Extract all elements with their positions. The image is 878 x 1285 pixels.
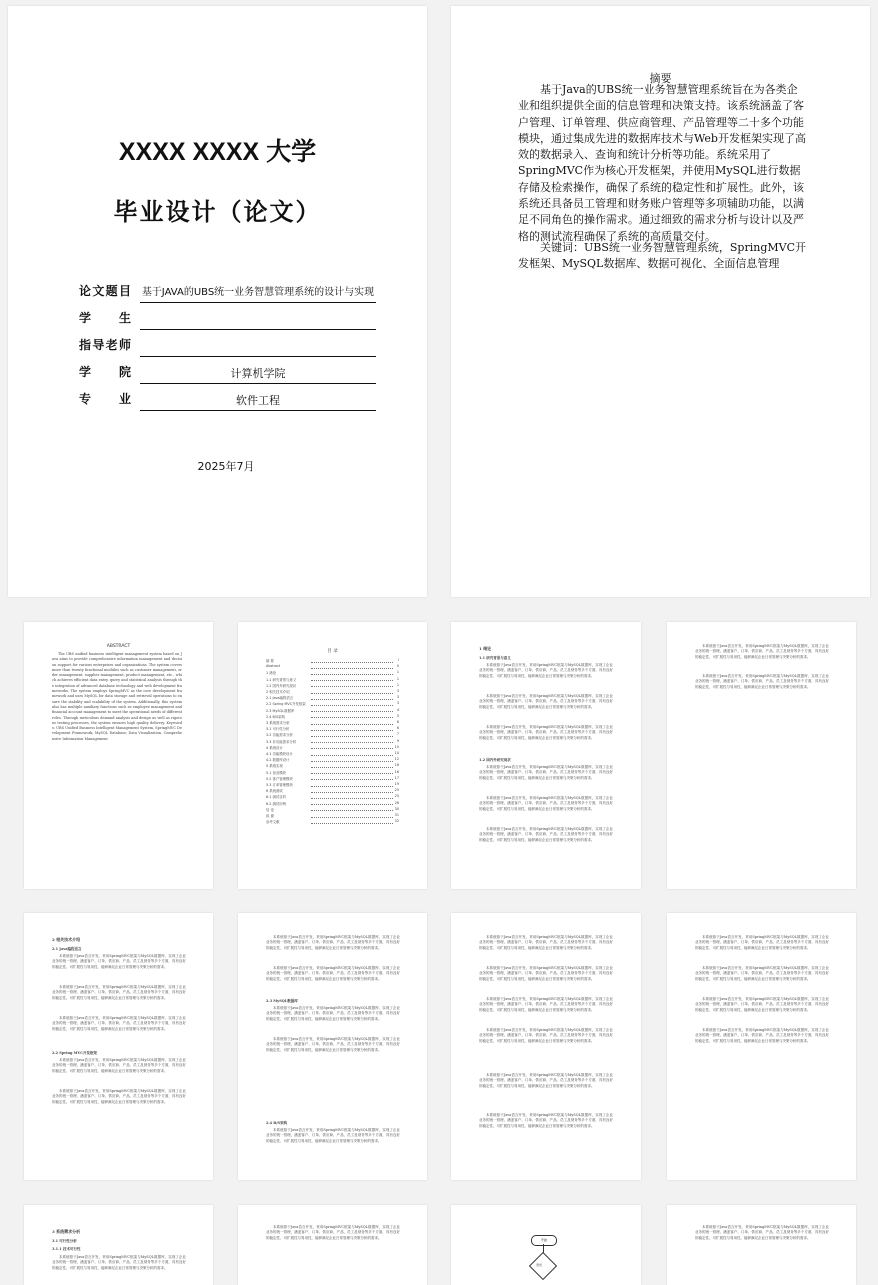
abstract-heading: 摘要: [649, 72, 672, 85]
thumb-ch2cont-body5: 本系统基于Java语言开发，采用SpringMVC框架与MySQL数据库，实现了企业业务的统一管理，涵盖客户、订单、供应商、产品、员工及财务等多个方面，具有良好的稳定性、可扩展性与易用性，能够满足企业日常管理与决策分析的需求。: [266, 1128, 400, 1143]
thumb-ch2-body3: 本系统基于Java语言开发，采用SpringMVC框架与MySQL数据库，实现了企业业务的统一管理，涵盖客户、订单、供应商、产品、员工及财务等多个方面，具有良好的稳定性、可扩展性与易用性，能够满足企业日常管理与决策分析的需求。: [52, 1016, 186, 1031]
thumb-ch2-body5: 本系统基于Java语言开发，采用SpringMVC框架与MySQL数据库，实现了企业业务的统一管理，涵盖客户、订单、供应商、产品、员工及财务等多个方面，具有良好的稳定性、可扩展性与易用性，能够满足企业日常管理与决策分析的需求。: [52, 1089, 186, 1104]
page-thumb-ch3[interactable]: [24, 1205, 213, 1285]
thumb-ch1cont-body2: 本系统基于Java语言开发，采用SpringMVC框架与MySQL数据库，实现了企业业务的统一管理，涵盖客户、订单、供应商、产品、员工及财务等多个方面，具有良好的稳定性、可扩展性与易用性，能够满足企业日常管理与决策分析的需求。: [695, 674, 829, 689]
toc-row-page: 3: [396, 695, 399, 700]
cover-row-advisor: [76, 332, 376, 359]
page-thumb-ch2-cont2[interactable]: [451, 913, 641, 1180]
toc-row-page: 16: [394, 763, 399, 768]
toc-row-label: 3 系统需求分析: [266, 721, 290, 725]
toc-row[interactable]: [266, 739, 399, 745]
cover-label-advisor: 指导老师: [79, 338, 131, 352]
toc-row-leader: [311, 817, 393, 818]
thumb-ch1-body2: 本系统基于Java语言开发，采用SpringMVC框架与MySQL数据库，实现了企业业务的统一管理，涵盖客户、订单、供应商、产品、员工及财务等多个方面，具有良好的稳定性、可扩展性与易用性，能够满足企业日常管理与决策分析的需求。: [479, 694, 613, 709]
toc-row-leader: [311, 724, 393, 725]
toc-row-leader: [311, 761, 393, 762]
toc-row-page: I: [398, 658, 399, 662]
thumb-ch2-body4: 本系统基于Java语言开发，采用SpringMVC框架与MySQL数据库，实现了企业业务的统一管理，涵盖客户、订单、供应商、产品、员工及财务等多个方面，具有良好的稳定性、可扩展性与易用性，能够满足企业日常管理与决策分析的需求。: [52, 1058, 186, 1073]
cover-value-college: 计算机学院: [140, 359, 376, 384]
toc-row[interactable]: [266, 708, 399, 714]
thumb-ch2cont2-body1: 本系统基于Java语言开发，采用SpringMVC框架与MySQL数据库，实现了企业业务的统一管理，涵盖客户、订单、供应商、产品、员工及财务等多个方面，具有良好的稳定性、可扩展性与易用性，能够满足企业日常管理与决策分析的需求。: [479, 935, 613, 950]
toc-row-label: 5 系统实现: [266, 764, 283, 769]
toc-row-leader: [311, 823, 393, 824]
flow-login-label: 登录: [536, 1263, 543, 1267]
toc-row-page: 25: [394, 794, 399, 799]
toc-row-page: 3: [396, 701, 399, 706]
toc-row-page: 4: [396, 707, 399, 712]
toc-row-page: 32: [394, 819, 399, 824]
cover-row-student: [76, 305, 376, 332]
toc-row-leader: [311, 792, 393, 793]
toc-row-page: 1: [396, 670, 399, 675]
thumb-ch1cont-body1: 本系统基于Java语言开发，采用SpringMVC框架与MySQL数据库，实现了企业业务的统一管理，涵盖客户、订单、供应商、产品、员工及财务等多个方面，具有良好的稳定性、可扩展性与易用性，能够满足企业日常管理与决策分析的需求。: [695, 644, 829, 659]
toc-row-label: 2 相关技术介绍: [266, 690, 290, 694]
toc-row-page: 10: [394, 744, 399, 749]
cover-label-student: 学生: [79, 311, 131, 325]
toc-row-label: 5.1 登录模块: [266, 770, 287, 775]
toc-row-leader: [311, 699, 393, 700]
toc-row-leader: [311, 674, 393, 675]
cover-value-advisor: [140, 332, 376, 357]
toc-row-label: 3.3 非功能需求分析: [266, 739, 297, 744]
thumb-ch1-sub2: 1.2 国内外研究现状: [479, 758, 511, 762]
thumb-ch2-sub4: 2.4 B/S架构: [266, 1121, 288, 1125]
thumb-ch2-body1: 本系统基于Java语言开发，采用SpringMVC框架与MySQL数据库，实现了企业业务的统一管理，涵盖客户、订单、供应商、产品、员工及财务等多个方面，具有良好的稳定性、可扩展性与易用性，能够满足企业日常管理与决策分析的需求。: [52, 954, 186, 969]
toc-row-label: 3.2 功能需求分析: [266, 733, 293, 738]
abstract-keywords: 关键词：UBS统一业务智慧管理系统，SpringMVC开发框架、MySQL数据库、数据可视化、全面信息管理: [518, 241, 806, 271]
toc-row-leader: [311, 705, 393, 706]
cover-row-topic: [76, 278, 376, 305]
toc-row-page: 31: [394, 813, 399, 817]
thumb-ch2cont3-body1: 本系统基于Java语言开发，采用SpringMVC框架与MySQL数据库，实现了企业业务的统一管理，涵盖客户、订单、供应商、产品、员工及财务等多个方面，具有良好的稳定性、可扩展性与易用性，能够满足企业日常管理与决策分析的需求。: [695, 935, 829, 950]
cover-row-college: [76, 359, 376, 386]
thumb-ch1-sub1: 1.1 研究背景与意义: [479, 656, 511, 660]
thumb-ch2-sub2: 2.2 Spring MVC开发框架: [52, 1051, 98, 1055]
toc-row-page: 30: [394, 806, 399, 811]
toc-row-label: 4.2 数据库设计: [266, 758, 290, 763]
toc-row[interactable]: [266, 658, 399, 664]
thumb-ch1-body3: 本系统基于Java语言开发，采用SpringMVC框架与MySQL数据库，实现了企业业务的统一管理，涵盖客户、订单、供应商、产品、员工及财务等多个方面，具有良好的稳定性、可扩展性与易用性，能够满足企业日常管理与决策分析的需求。: [479, 725, 613, 740]
toc-row-leader: [311, 804, 393, 805]
thumb-abstract-en-body: The UBS unified business intelligent management system based on Java aims to provide comprehensive information management and decision support for various enterprises and organizations. The system covers more than twenty functional modules such as customer management, order management, supplier management, product management, etc., which achieves efficient data entry, query and statistical analysis through the integration of advanced database technology and web development frameworks. The system employs SpringMVC as the core development framework and uses MySQL for data storage and retrieval operations to ensure the stability and scalability of the system. Additionally, this system also has multiple auxiliary functions such as employee management and financial account management to meet the operational needs of different roles. Through meticulous demand analysis and design as well as rigorous testing processes, the system ensures high quality delivery. Keywords: UBS Unified Business Intelligent Management System, SpringMVC Development Framework, MySQL Database, Data Visualization, Comprehensive Information Management: [52, 652, 182, 741]
toc-row-page: 17: [394, 775, 399, 780]
toc-row-page: 25: [394, 788, 399, 793]
abstract-body: 基于Java的UBS统一业务智慧管理系统旨在为各类企业和组织提供全面的信息管理和决策支持。该系统涵盖了客户管理、订单管理、供应商管理、产品管理等二十多个功能模块，通过集成先进的数据库技术与Web开发框架实现了高效的数据录入、查询和统计分析等功能。系统采用了SpringMVC作为核心开发框架，并使用MySQL进行数据存储及检索操作，确保了系统的稳定性和扩展性。此外，该系统还具备员工管理和财务账户管理等多项辅助功能，以满足不同角色的操作需求。通过细致的需求分析与设计以及严格的测试流程确保了系统的高质量交付。: [518, 83, 806, 243]
toc-row-label: 4.1 功能模块设计: [266, 752, 293, 756]
toc-row[interactable]: [266, 794, 399, 800]
toc-row-page: 6: [396, 726, 399, 731]
cover-value-major: 软件工程: [140, 386, 376, 411]
thumb-ch2-sub1: 2.1 Java编程语言: [52, 947, 82, 951]
toc-row-leader: [311, 711, 393, 712]
toc-row[interactable]: [266, 683, 399, 689]
toc-row-leader: [311, 686, 393, 687]
toc-row-page: 26: [394, 800, 399, 805]
cover-value-topic: 基于JAVA的UBS统一业务智慧管理系统的设计与实现: [140, 278, 376, 303]
toc-row-label: 摘 要: [266, 659, 274, 663]
toc-row-label: 1.2 国内外研究现状: [266, 683, 297, 688]
toc-row-page: 7: [396, 732, 399, 737]
toc-row[interactable]: [266, 813, 399, 819]
toc-row-page: 6: [396, 720, 399, 724]
page-thumb-ch1-cont[interactable]: [667, 622, 856, 889]
toc-row[interactable]: [266, 782, 399, 788]
toc-row-label: 5.3 订单管理模块: [266, 783, 293, 787]
toc-row-label: 致 谢: [266, 814, 274, 818]
toc-row-leader: [311, 786, 393, 787]
toc-row-leader: [311, 662, 393, 663]
page-thumb-toc[interactable]: [238, 622, 427, 889]
toc-row[interactable]: [266, 732, 399, 738]
toc-row[interactable]: [266, 720, 399, 726]
thumb-ch2cont2-body2: 本系统基于Java语言开发，采用SpringMVC框架与MySQL数据库，实现了企业业务的统一管理，涵盖客户、订单、供应商、产品、员工及财务等多个方面，具有良好的稳定性、可扩展性与易用性，能够满足企业日常管理与决策分析的需求。: [479, 966, 613, 981]
thumb-ch3-sub1-1: 3.1.1 技术可行性: [52, 1247, 81, 1251]
toc-row[interactable]: [266, 776, 399, 782]
flow-login-node: [529, 1252, 557, 1280]
toc-row[interactable]: [266, 695, 399, 701]
toc-row-page: 3: [396, 689, 399, 693]
toc-row-leader: [311, 693, 393, 694]
toc-row-leader: [311, 742, 393, 743]
toc-row-label: 2.4 B/S架构: [266, 714, 285, 719]
page-thumb-ch1[interactable]: [451, 622, 641, 889]
toc-row-page: 19: [394, 782, 399, 786]
thumb-ch2cont-body4: 本系统基于Java语言开发，采用SpringMVC框架与MySQL数据库，实现了企业业务的统一管理，涵盖客户、订单、供应商、产品、员工及财务等多个方面，具有良好的稳定性、可扩展性与易用性，能够满足企业日常管理与决策分析的需求。: [266, 1037, 400, 1052]
thumb-ch2cont2-body6: 本系统基于Java语言开发，采用SpringMVC框架与MySQL数据库，实现了企业业务的统一管理，涵盖客户、订单、供应商、产品、员工及财务等多个方面，具有良好的稳定性、可扩展性与易用性，能够满足企业日常管理与决策分析的需求。: [479, 1113, 613, 1128]
toc-row[interactable]: [266, 677, 399, 683]
toc-row[interactable]: [266, 819, 399, 825]
toc-row-page: II: [397, 664, 399, 669]
thumb-ch1-heading: 1 绪论: [479, 646, 492, 651]
toc-row[interactable]: [266, 701, 399, 707]
toc-row-leader: [311, 736, 393, 737]
thumb-abstract-en-heading: ABSTRACT: [106, 644, 131, 649]
toc-row-label: 2.1 Java编程语言: [266, 696, 294, 701]
toc-row-page: 1: [396, 676, 399, 681]
cover-date: 2025年7月: [197, 460, 255, 473]
toc-row[interactable]: [266, 670, 399, 676]
thumb-ch2cont3-body3: 本系统基于Java语言开发，采用SpringMVC框架与MySQL数据库，实现了企业业务的统一管理，涵盖客户、订单、供应商、产品、员工及财务等多个方面，具有良好的稳定性、可扩展性与易用性，能够满足企业日常管理与决策分析的需求。: [695, 997, 829, 1012]
cover-title: 毕业设计（论文）: [113, 198, 322, 226]
toc-row[interactable]: [266, 801, 399, 807]
thumb-ch2-body2: 本系统基于Java语言开发，采用SpringMVC框架与MySQL数据库，实现了企业业务的统一管理，涵盖客户、订单、供应商、产品、员工及财务等多个方面，具有良好的稳定性、可扩展性与易用性，能够满足企业日常管理与决策分析的需求。: [52, 985, 186, 1000]
thumb-ch3-heading: 3 系统需求分析: [52, 1229, 81, 1234]
thumb-ch1-body1: 本系统基于Java语言开发，采用SpringMVC框架与MySQL数据库，实现了企业业务的统一管理，涵盖客户、订单、供应商、产品、员工及财务等多个方面，具有良好的稳定性、可扩展性与易用性，能够满足企业日常管理与决策分析的需求。: [479, 663, 613, 678]
toc-row[interactable]: [266, 726, 399, 732]
toc-row-label: Abstract: [266, 664, 281, 669]
toc-row[interactable]: [266, 751, 399, 757]
toc-row-page: 10: [394, 751, 399, 755]
toc-row-leader: [311, 730, 393, 731]
toc-row-page: 16: [394, 769, 399, 774]
page-thumb-abstract-en[interactable]: [24, 622, 213, 889]
toc-row[interactable]: [266, 689, 399, 695]
toc-row-leader: [311, 668, 393, 669]
toc-row[interactable]: [266, 770, 399, 776]
toc-row-label: 参考文献: [266, 820, 280, 825]
toc-row-label: 6.1 测试目的: [266, 795, 287, 800]
toc-row-label: 5.2 客户管理模块: [266, 776, 293, 781]
cover-university: XXXX XXXX 大学: [118, 138, 317, 166]
thumb-ch1-body4: 本系统基于Java语言开发，采用SpringMVC框架与MySQL数据库，实现了企业业务的统一管理，涵盖客户、订单、供应商、产品、员工及财务等多个方面，具有良好的稳定性、可扩展性与易用性，能够满足企业日常管理与决策分析的需求。: [479, 765, 613, 780]
thumb-ch3cont2-body1: 本系统基于Java语言开发，采用SpringMVC框架与MySQL数据库，实现了企业业务的统一管理，涵盖客户、订单、供应商、产品、员工及财务等多个方面，具有良好的稳定性、可扩展性与易用性，能够满足企业日常管理与决策分析的需求。: [695, 1225, 829, 1240]
toc-row[interactable]: [266, 757, 399, 763]
thumb-ch2cont2-body5: 本系统基于Java语言开发，采用SpringMVC框架与MySQL数据库，实现了企业业务的统一管理，涵盖客户、订单、供应商、产品、员工及财务等多个方面，具有良好的稳定性、可扩展性与易用性，能够满足企业日常管理与决策分析的需求。: [479, 1073, 613, 1088]
page-thumb-ch3-cont2[interactable]: [667, 1205, 856, 1285]
toc-row-label: 6 系统测试: [266, 789, 283, 794]
toc-row-label: 结 论: [266, 807, 274, 812]
toc-row-leader: [311, 773, 393, 774]
toc-row-label: 2.2 Spring MVC开发框架: [266, 702, 306, 707]
thumb-ch2-sub3: 2.3 MySQL数据库: [266, 999, 298, 1003]
toc-row-label: 4 系统设计: [266, 745, 283, 750]
cover-label-college: 学院: [79, 365, 131, 379]
cover-row-major: [76, 386, 376, 413]
cover-label-major: 专业: [79, 392, 131, 406]
toc-row-label: 1 绪论: [266, 671, 277, 676]
thumb-ch3-body1: 本系统基于Java语言开发，采用SpringMVC框架与MySQL数据库，实现了企业业务的统一管理，涵盖客户、订单、供应商、产品、员工及财务等多个方面，具有良好的稳定性、可扩展性与易用性，能够满足企业日常管理与决策分析的需求。: [52, 1255, 186, 1270]
thumb-ch2cont-body1: 本系统基于Java语言开发，采用SpringMVC框架与MySQL数据库，实现了企业业务的统一管理，涵盖客户、订单、供应商、产品、员工及财务等多个方面，具有良好的稳定性、可扩展性与易用性，能够满足企业日常管理与决策分析的需求。: [266, 935, 400, 950]
toc-row-page: 9: [396, 738, 399, 743]
toc-row-label: 1.1 研究背景与意义: [266, 677, 297, 682]
page-thumb-ch3-cont[interactable]: [238, 1205, 427, 1285]
page-thumb-ch2-cont[interactable]: [238, 913, 427, 1180]
toc-row-leader: [311, 810, 393, 811]
toc-row-label: 2.3 MySQL数据库: [266, 708, 295, 713]
cover-label-topic: 论文题目: [79, 284, 131, 298]
cover-info-table: [76, 278, 376, 413]
thumb-ch2-heading: 2 相关技术介绍: [52, 937, 81, 942]
toc-row[interactable]: [266, 745, 399, 751]
toc-row[interactable]: [266, 664, 399, 670]
toc-row-leader: [311, 798, 393, 799]
thumb-ch1-body5: 本系统基于Java语言开发，采用SpringMVC框架与MySQL数据库，实现了企业业务的统一管理，涵盖客户、订单、供应商、产品、员工及财务等多个方面，具有良好的稳定性、可扩展性与易用性，能够满足企业日常管理与决策分析的需求。: [479, 796, 613, 811]
thumb-ch2cont-body2: 本系统基于Java语言开发，采用SpringMVC框架与MySQL数据库，实现了企业业务的统一管理，涵盖客户、订单、供应商、产品、员工及财务等多个方面，具有良好的稳定性、可扩展性与易用性，能够满足企业日常管理与决策分析的需求。: [266, 966, 400, 981]
toc-row-page: 12: [394, 757, 399, 762]
thumb-ch2cont2-body4: 本系统基于Java语言开发，采用SpringMVC框架与MySQL数据库，实现了企业业务的统一管理，涵盖客户、订单、供应商、产品、员工及财务等多个方面，具有良好的稳定性、可扩展性与易用性，能够满足企业日常管理与决策分析的需求。: [479, 1028, 613, 1043]
page-thumb-ch2-cont3[interactable]: [667, 913, 856, 1180]
toc-row-leader: [311, 680, 393, 681]
page-thumb-ch2[interactable]: [24, 913, 213, 1180]
toc-row[interactable]: [266, 714, 399, 720]
toc-row[interactable]: [266, 807, 399, 813]
toc-row-page: 5: [396, 713, 399, 718]
toc-row[interactable]: [266, 763, 399, 769]
thumb-ch3-sub1: 3.1 可行性分析: [52, 1239, 77, 1243]
abstract-page[interactable]: [451, 6, 870, 597]
thumb-ch2cont2-body3: 本系统基于Java语言开发，采用SpringMVC框架与MySQL数据库，实现了企业业务的统一管理，涵盖客户、订单、供应商、产品、员工及财务等多个方面，具有良好的稳定性、可扩展性与易用性，能够满足企业日常管理与决策分析的需求。: [479, 997, 613, 1012]
flow-start-node: 开始: [531, 1235, 557, 1246]
thumb-ch3cont-body1: 本系统基于Java语言开发，采用SpringMVC框架与MySQL数据库，实现了企业业务的统一管理，涵盖客户、订单、供应商、产品、员工及财务等多个方面，具有良好的稳定性、可扩展性与易用性，能够满足企业日常管理与决策分析的需求。: [266, 1225, 400, 1240]
toc-row-leader: [311, 779, 393, 780]
toc-row-leader: [311, 767, 393, 768]
toc-row-label: 3.1 可行性分析: [266, 727, 290, 732]
thumb-ch2cont3-body2: 本系统基于Java语言开发，采用SpringMVC框架与MySQL数据库，实现了企业业务的统一管理，涵盖客户、订单、供应商、产品、员工及财务等多个方面，具有良好的稳定性、可扩展性与易用性，能够满足企业日常管理与决策分析的需求。: [695, 966, 829, 981]
toc-row-leader: [311, 717, 393, 718]
toc-row-leader: [311, 748, 393, 749]
toc-row-label: 6.2 测试用例: [266, 801, 287, 806]
toc-row-leader: [311, 755, 393, 756]
thumb-ch1-body6: 本系统基于Java语言开发，采用SpringMVC框架与MySQL数据库，实现了企业业务的统一管理，涵盖客户、订单、供应商、产品、员工及财务等多个方面，具有良好的稳定性、可扩展性与易用性，能够满足企业日常管理与决策分析的需求。: [479, 827, 613, 842]
toc-row[interactable]: [266, 788, 399, 794]
thumb-ch2cont3-body4: 本系统基于Java语言开发，采用SpringMVC框架与MySQL数据库，实现了企业业务的统一管理，涵盖客户、订单、供应商、产品、员工及财务等多个方面，具有良好的稳定性、可扩展性与易用性，能够满足企业日常管理与决策分析的需求。: [695, 1028, 829, 1043]
page-thumb-flowchart[interactable]: [451, 1205, 641, 1285]
thumb-ch2cont-body3: 本系统基于Java语言开发，采用SpringMVC框架与MySQL数据库，实现了企业业务的统一管理，涵盖客户、订单、供应商、产品、员工及财务等多个方面，具有良好的稳定性、可扩展性与易用性，能够满足企业日常管理与决策分析的需求。: [266, 1006, 400, 1021]
cover-page[interactable]: [8, 6, 427, 597]
cover-value-student: [140, 305, 376, 330]
thumb-toc-heading: 目 录: [327, 649, 338, 654]
toc-row-page: 1: [396, 682, 399, 687]
